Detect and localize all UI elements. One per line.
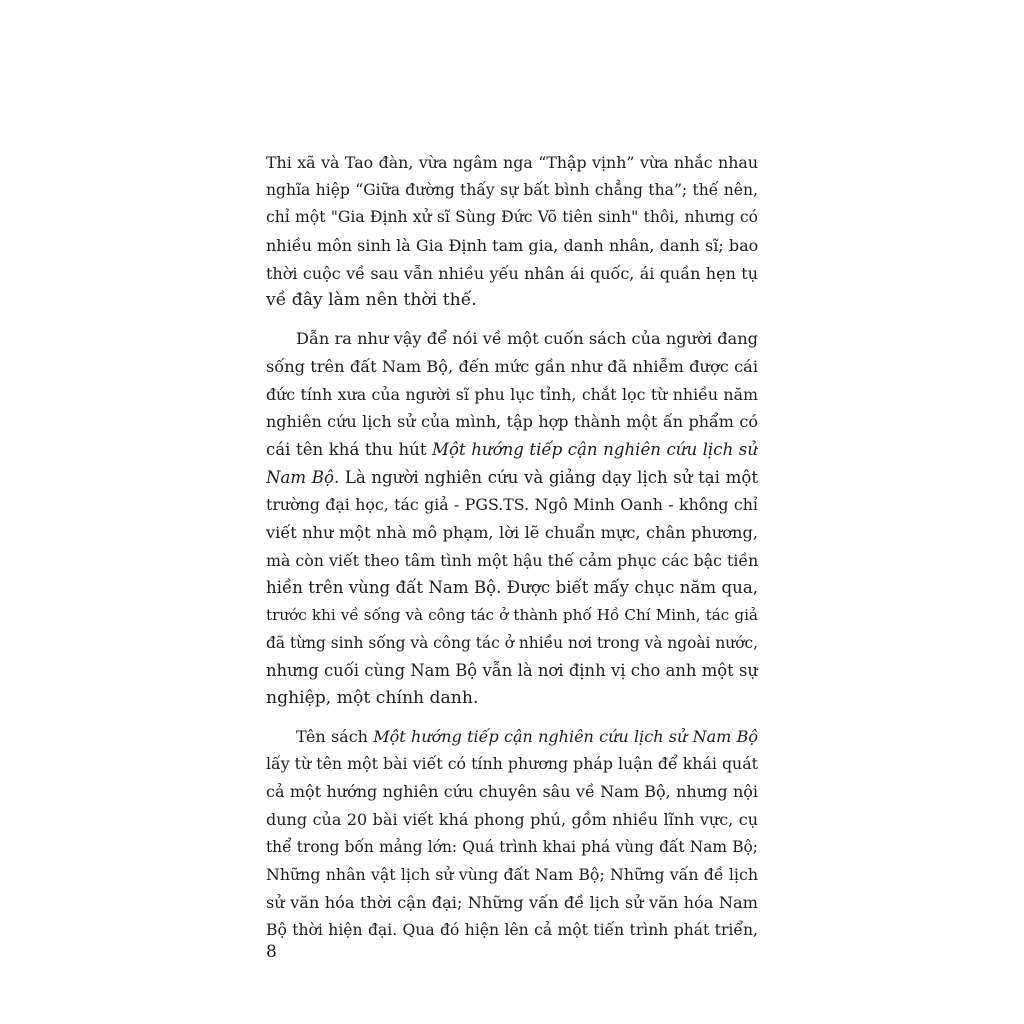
text-line: hiền trên vùng đất Nam Bộ. Được biết mấy chục năm qua, — [266, 578, 758, 598]
text-line: về đây làm nên thời thế. — [266, 290, 477, 311]
book-title-italic: Một hướng tiếp cận nghiên cứu lịch sử Nam Bộ — [373, 726, 758, 746]
text-line: Thi xã và Tao đàn, vừa ngâm nga “Thập vịnh” vừa nhắc nhau — [266, 153, 758, 172]
text-line: sử văn hóa thời cận đại; Những vấn đề lịch sử văn hóa Nam — [266, 892, 758, 912]
text-line: đã từng sinh sống và công tác ở nhiều nơi trong và ngoài nước, — [266, 633, 758, 652]
book-title-italic: Một hướng tiếp cận nghiên cứu lịch sử — [432, 439, 758, 459]
text-line: nhưng cuối cùng Nam Bộ vẫn là nơi định vị cho anh một sự — [266, 661, 758, 681]
page-number: 8 — [266, 942, 277, 962]
text-line: thể trong bốn mảng lớn: Quá trình khai phá vùng đất Nam Bộ; — [266, 837, 758, 856]
text-line: Bộ thời hiện đại. Qua đó hiện lên cả một tiến trình phát triển, — [266, 920, 758, 939]
paragraph-2 — [266, 325, 758, 713]
text-line: lấy từ tên một bài viết có tính phương pháp luận để khái quát — [266, 754, 758, 774]
text-line: Nam Bộ. Là người nghiên cứu và giảng dạy lịch sử tại một — [266, 467, 758, 487]
paragraph-1 — [266, 149, 758, 315]
book-title-italic: Nam Bộ — [266, 467, 334, 487]
text-line: sống trên đất Nam Bộ, đến mức gần như đã nhiễm được cái — [266, 356, 758, 376]
text-line: nghiệp, một chính danh. — [266, 688, 479, 709]
text-line: Dẫn ra như vậy để nói về một cuốn sách của người đang — [296, 329, 758, 349]
text-line: cái tên khá thu hút Một hướng tiếp cận nghiên cứu lịch sử — [266, 439, 758, 459]
text-line: nghiên cứu lịch sử của mình, tập hợp thành một ấn phẩm có — [266, 412, 758, 432]
text-line: nhiều môn sinh là Gia Định tam gia, danh nhân, danh sĩ; bao — [266, 236, 758, 256]
text-line: viết như một nhà mô phạm, lời lẽ chuẩn mực, chân phương, — [266, 522, 758, 542]
text-line: nghĩa hiệp “Giữa đường thấy sự bất bình chẳng tha”; thế nên, — [266, 180, 758, 199]
text-line: trước khi về sống và công tác ở thành phố Hồ Chí Minh, tác giả — [266, 606, 758, 624]
text-line: trường đại học, tác giả - PGS.TS. Ngô Minh Oanh - không chỉ — [266, 495, 758, 515]
text-line: chỉ một "Gia Định xử sĩ Sùng Đức Võ tiên sinh" thôi, nhưng có — [266, 208, 758, 227]
text-line: thời cuộc về sau vẫn nhiều yếu nhân ái quốc, ái quần hẹn tụ — [266, 263, 758, 283]
text-line: Những nhân vật lịch sử vùng đất Nam Bộ; Những vấn đề lịch — [266, 865, 758, 885]
text-line: Tên sách Một hướng tiếp cận nghiên cứu lịch sử Nam Bộ — [296, 726, 758, 746]
text-line: cả một hướng nghiên cứu chuyên sâu về Nam Bộ, nhưng nội — [266, 782, 758, 802]
text-line: dung của 20 bài viết khá phong phú, gồm nhiều lĩnh vực, cụ — [266, 809, 758, 829]
text-line: mà còn viết theo tâm tình một hậu thế cảm phục các bậc tiền — [266, 550, 758, 570]
text-line: đức tính xưa của người sĩ phu lục tỉnh, chắt lọc từ nhiều năm — [266, 384, 758, 404]
paragraph-3 — [266, 723, 758, 945]
body-text — [266, 149, 758, 944]
